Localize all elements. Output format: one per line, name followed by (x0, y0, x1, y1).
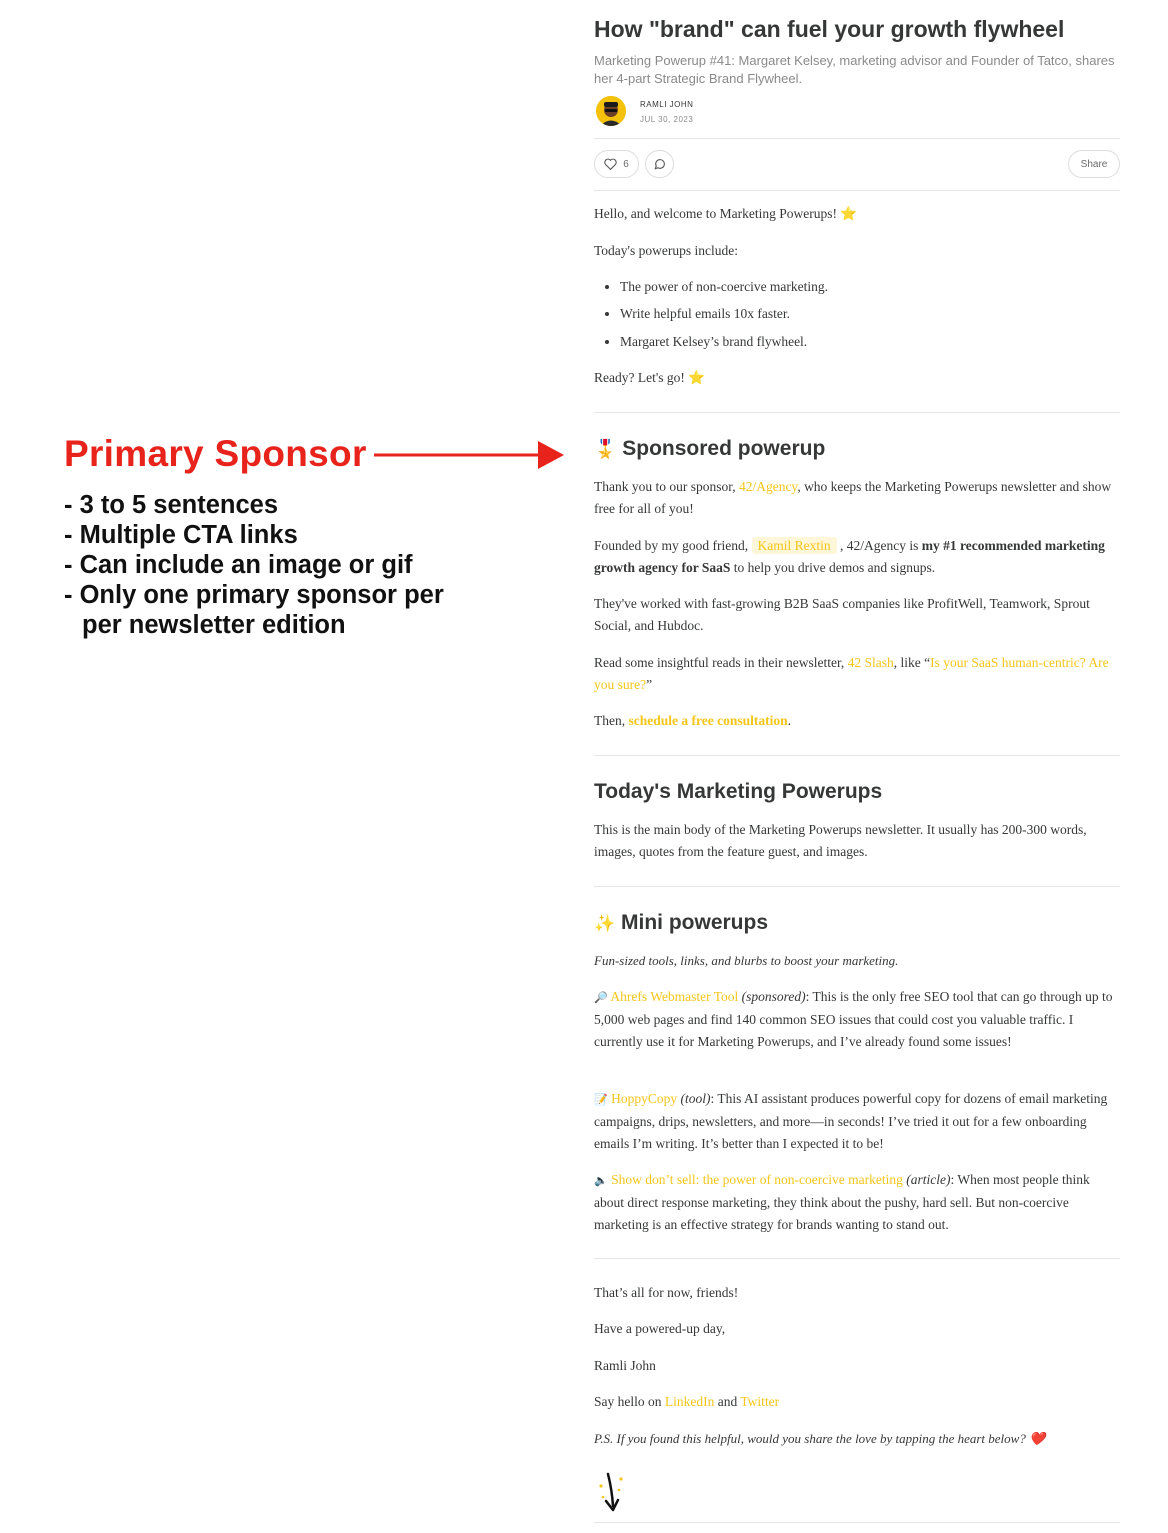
divider (594, 1258, 1120, 1259)
welcome-text: Hello, and welcome to Marketing Powerups! ⭐ (594, 206, 858, 221)
share-button[interactable]: Share (1068, 150, 1120, 178)
list-item: Margaret Kelsey’s brand flywheel. (605, 334, 807, 350)
avatar[interactable] (596, 96, 626, 126)
annotation-bullet-continuation: per newsletter edition (82, 611, 346, 639)
list-item: Write helpful emails 10x faster. (605, 306, 790, 322)
outro-social: Say hello on LinkedIn and Twitter (594, 1394, 780, 1409)
sponsored-paragraph-2: Founded by my good friend, Kamil Rextin , 42/Agency is my #1 recommended marketing growth agency for SaaS to help you drive demos and signups. (594, 538, 1105, 575)
consultation-link[interactable]: schedule a free consultation (628, 713, 788, 728)
divider (594, 138, 1120, 139)
42-slash-link[interactable]: 42 Slash (847, 655, 894, 670)
sponsored-paragraph-1: Thank you to our sponsor, 42/Agency, who keeps the Marketing Powerups newsletter and show free for all of you! (594, 479, 1112, 516)
like-count: 6 (623, 158, 629, 170)
medal-icon: 🎖️ (594, 439, 617, 459)
sparkles-icon: ✨ (594, 914, 616, 933)
arrow-right-icon (372, 438, 566, 474)
twitter-link[interactable]: Twitter (740, 1394, 780, 1409)
post-title: How "brand" can fuel your growth flywheel (594, 16, 1065, 42)
outro-signature: Ramli John (594, 1358, 656, 1373)
sponsored-paragraph-3: They've worked with fast-growing B2B SaaS companies like ProfitWell, Teamwork, Sprout Social, and Hubdoc. (594, 596, 1090, 633)
divider (594, 190, 1120, 191)
memo-icon: 📝 (594, 1094, 608, 1106)
author-name[interactable]: RAMLI JOHN (640, 100, 694, 109)
sponsored-heading: 🎖️ Sponsored powerup (594, 437, 826, 460)
ready-text: Ready? Let's go! ⭐ (594, 370, 706, 385)
arrow-down-icon (596, 1470, 628, 1514)
sponsored-paragraph-5: Then, schedule a free consultation. (594, 713, 791, 728)
mini-item-1: 🔎 Ahrefs Webmaster Tool (sponsored): This is the only free SEO tool that can go through up to 5,000 web pages and find 140 common SEO issues that could cost you valuable traffic. I currently use it for Marketing Powerups, and I’ve already found some issues! (594, 989, 1113, 1049)
divider (594, 755, 1120, 756)
list-item: The power of non-coercive marketing. (605, 279, 828, 295)
divider (594, 1522, 1120, 1523)
kamil-rextin-link[interactable]: Kamil Rextin (752, 537, 837, 554)
saas-article-link[interactable]: Is your SaaS human-centric? Are you sure? (594, 655, 1109, 692)
divider (594, 886, 1120, 887)
post-date: JUL 30, 2023 (640, 115, 694, 124)
main-body: This is the main body of the Marketing Powerups newsletter. It usually has 200-300 words, images, quotes from the feature guest, and images. (594, 822, 1087, 859)
outro-ps: P.S. If you found this helpful, would you share the love by tapping the heart below? ❤️ (594, 1431, 1046, 1446)
annotation-title: Primary Sponsor (64, 433, 367, 474)
mini-item-3: 🔈 Show don’t sell: the power of non-coercive marketing (article): When most people think about direct response marketing, they think about the pushy, hard sell. But non-coercive marketing is an effective strategy for brands wanting to stand out. (594, 1172, 1090, 1232)
like-button[interactable] (594, 150, 639, 178)
magnifier-icon: 🔎 (594, 992, 608, 1004)
agency-link[interactable]: 42/Agency (738, 479, 798, 494)
hoppycopy-link[interactable]: HoppyCopy (611, 1091, 678, 1106)
mini-item-2: 📝 HoppyCopy (tool): This AI assistant produces powerful copy for dozens of email marketing campaigns, drips, newsletters, and more—in seconds! I’ve tried it out for a few onboarding emails I’m writing. It’s better than I expected it to be! (594, 1091, 1108, 1151)
annotation-bullet: - Multiple CTA links (64, 521, 298, 549)
heart-icon (604, 158, 617, 170)
comment-button[interactable] (645, 150, 674, 178)
outro-line-2: Have a powered-up day, (594, 1321, 726, 1336)
show-dont-sell-link[interactable]: Show don’t sell: the power of non-coercive marketing (611, 1172, 903, 1187)
comment-icon (653, 158, 666, 171)
linkedin-link[interactable]: LinkedIn (664, 1394, 715, 1409)
main-heading: Today's Marketing Powerups (594, 780, 883, 803)
annotation-bullets (64, 490, 444, 640)
mini-tagline: Fun-sized tools, links, and blurbs to boost your marketing. (594, 953, 899, 968)
annotation-bullet: - Can include an image or gif (64, 551, 413, 579)
mini-heading: ✨ Mini powerups (594, 911, 769, 934)
post-subtitle: Marketing Powerup #41: Margaret Kelsey, marketing advisor and Founder of Tatco, shares her 4-part Strategic Brand Flywheel. (594, 53, 1115, 86)
today-text: Today's powerups include: (594, 243, 738, 258)
sponsored-paragraph-4: Read some insightful reads in their newsletter, 42 Slash, like “Is your SaaS human-centric? Are you sure?” (594, 655, 1109, 692)
annotation-bullet: - 3 to 5 sentences (64, 491, 278, 519)
annotation-bullet: - Only one primary sponsor per (64, 581, 444, 609)
ahrefs-link[interactable]: Ahrefs Webmaster Tool (610, 989, 739, 1004)
outro-line-1: That’s all for now, friends! (594, 1285, 739, 1300)
divider (594, 412, 1120, 413)
speaker-icon: 🔈 (594, 1175, 608, 1187)
